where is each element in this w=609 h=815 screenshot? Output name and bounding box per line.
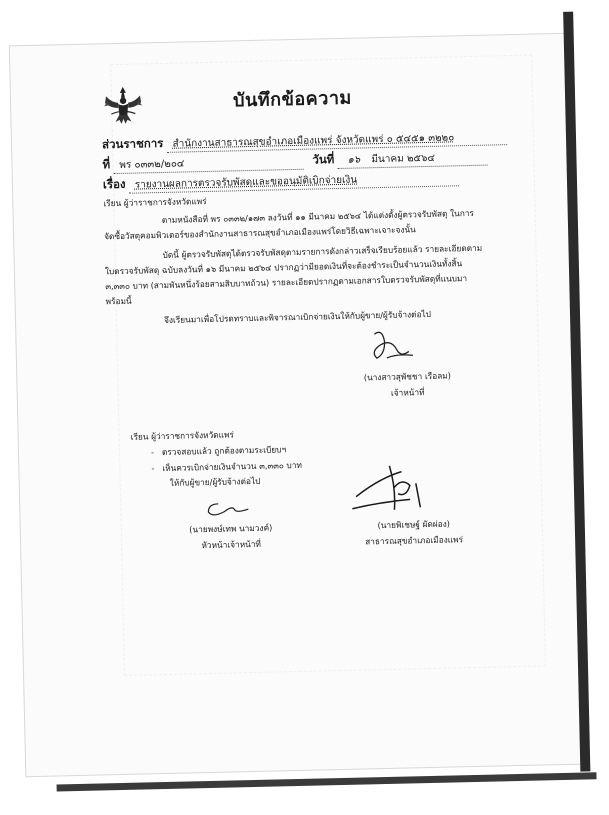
scan-edge-bottom <box>57 772 597 791</box>
salutation: เรียน ผู้ว่าราชการจังหวัดแพร่ <box>103 195 207 209</box>
subject-label: เรื่อง <box>102 176 126 192</box>
date-rest: มีนาคม ๒๕๖๔ <box>371 152 436 166</box>
signature-officer <box>368 327 419 368</box>
scanned-document <box>10 34 582 776</box>
scan-edge-right <box>563 12 590 772</box>
para2-line2: ใบตรวจรับพัสดุ ฉบับลงวันที่ ๑๖ มีนาคม ๒๕๖๔ ปรากฏว่ามียอดเงินที่จะต้องชำระเป็นจำนวนเงินทั้งสิ้น <box>104 258 463 277</box>
ref-value: พร ๐๓๓๒/๒๐๔ <box>119 158 185 171</box>
approval-item-3: ให้กับผู้ขาย/ผู้รับจ้างต่อไป <box>169 475 261 488</box>
approval-item-2: - เห็นควรเบิกจ่ายเงินจำนวน ๓,๓๓๐ บาท <box>151 459 303 474</box>
para2-line1: บัดนี้ ผู้ตรวจรับพัสดุได้ตรวจรับพัสดุตามรายการดังกล่าวเสร็จเรียบร้อยแล้ว รายละเอียดตาม <box>162 242 483 260</box>
signature-district-director <box>349 457 440 519</box>
head-officer-name: (นายพงษ์เทพ นามวงค์) <box>189 522 273 535</box>
approval-item-2-text: เห็นควรเบิกจ่ายเงินจำนวน ๓,๓๓๐ บาท <box>162 459 303 474</box>
para2-line3: ๓,๓๓๐ บาท (สามพันหนึ่งร้อยสามสิบบาทถ้วน) รายละเอียดปรากฏตามเอกสารใบตรวจรับพัสดุที่แนบมา <box>105 273 468 292</box>
agency-value: สำนักงานสาธารณสุขอำเภอเมืองแพร่ จังหวัดแพร่ ๐ ๕๔๕๑ ๓๒๒๐ <box>172 132 455 150</box>
district-director-position: สาธารณสุขอำเภอเมืองแพร่ <box>365 534 464 547</box>
para1-line2: จัดซื้อวัสดุคอมพิวเตอร์ของสำนักงานสาธารณสุขอำเภอเมืองแพร่โดยวิธีเฉพาะเจาะจงนั้น <box>104 224 416 242</box>
officer-name: (นางสาวสุพัชชา เรือลม) <box>363 370 452 383</box>
approval-salutation: เรียน ผู้ว่าราชการจังหวัดแพร่ <box>130 429 234 442</box>
head-officer-position: หัวหน้าเจ้าหน้าที่ <box>201 538 262 551</box>
approval-item-1: - ตรวจสอบแล้ว ถูกต้องตามระเบียบฯ <box>150 444 287 458</box>
ref-label: ที่ <box>102 157 111 172</box>
district-director-name: (นายพิเชษฐ์ ผัดผ่อง) <box>377 518 451 531</box>
signature-head-officer <box>198 493 259 524</box>
agency-label: ส่วนราชการ <box>101 135 164 152</box>
approval-item-1-text: ตรวจสอบแล้ว ถูกต้องตามระเบียบฯ <box>161 444 287 458</box>
para1-line1: ตามหนังสือที่ พร ๐๓๓๒/๑๗๓ ลงวันที่ ๑๑ มีนาคม ๒๕๖๔ ได้แต่งตั้งผู้ตรวจรับพัสดุ ในการ <box>161 207 475 225</box>
officer-position: เจ้าหน้าที่ <box>390 387 425 398</box>
para2-line4: พร้อมนี้ <box>105 295 132 307</box>
subject-value: รายงานผลการตรวจรับพัสดุและขออนุมัติเบิกจ่ายเงิน <box>134 174 358 191</box>
date-day: ๑๖ <box>347 154 361 166</box>
garuda-emblem-icon <box>103 83 144 126</box>
para3: จึงเรียนมาเพื่อโปรดทราบและพิจารณาเบิกจ่ายเงินให้กับผู้ขาย/ผู้รับจ้างต่อไป <box>163 308 432 325</box>
memo-title: บันทึกข้อความ <box>232 87 353 112</box>
date-label: วันที่ <box>312 152 335 167</box>
